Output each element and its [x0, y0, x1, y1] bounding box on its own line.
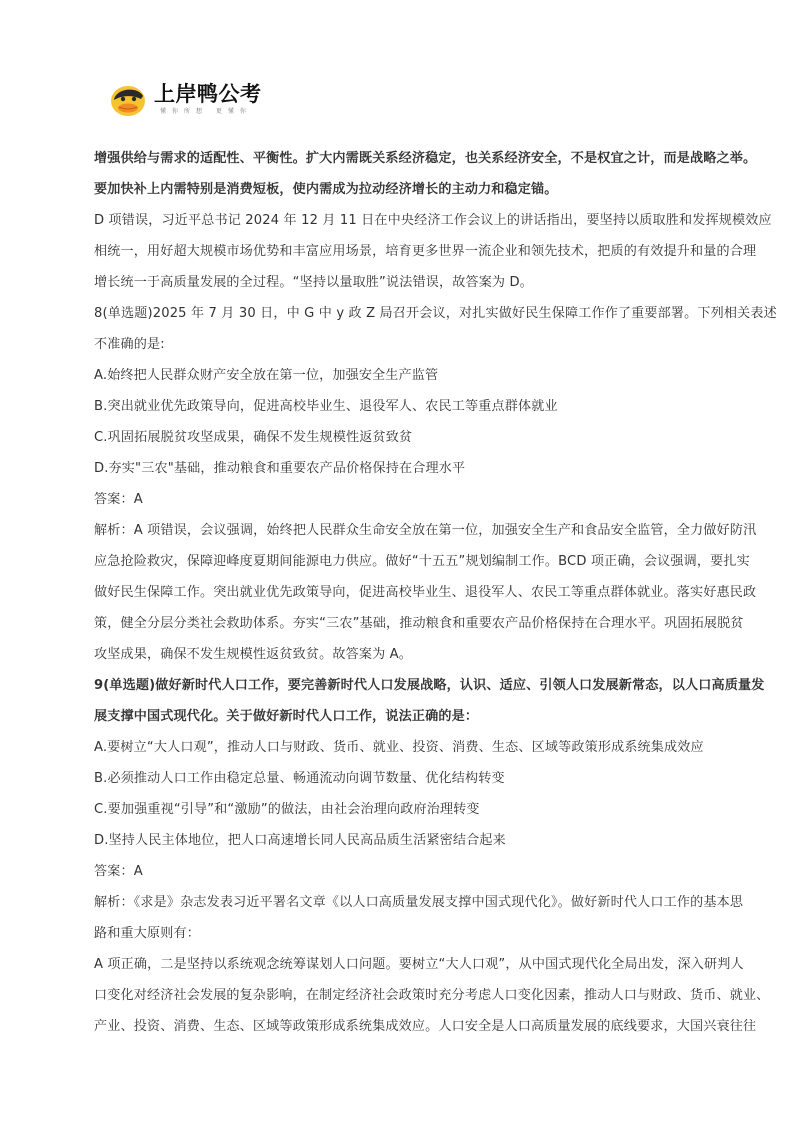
question-stem: 8(单选题)2025 年 7 月 30 日，中 G 中 y 政 Z 局召开会议，对扎实做好民生保障工作作了重要部署。下列相关表述: [94, 306, 777, 321]
brand-name: 上岸鸭公考: [154, 81, 262, 106]
analysis-line: 攻坚成果，确保不发生规模性返贫致贫。故答案为 A。: [94, 647, 413, 662]
option-c: C.要加强重视“引导”和“激励”的做法，由社会治理向政府治理转变: [94, 802, 480, 817]
analysis-line: 应急抢险救灾，保障迎峰度夏期间能源电力供应。做好“十五五”规划编制工作。BCD 项正确，会议强调，要扎实: [94, 554, 750, 569]
analysis-line: 解析：A 项错误，会议强调，始终把人民群众生命安全放在第一位，加强安全生产和食品安全监管，全力做好防汛: [94, 523, 757, 538]
analysis-line: A 项正确，二是坚持以系统观念统筹谋划人口问题。要树立“大人口观”，从中国式现代化全局出发，深入研判人: [94, 957, 744, 972]
text-line: 要加快补上内需特别是消费短板，使内需成为拉动经济增长的主动力和稳定锚。: [94, 182, 558, 197]
document-body: [94, 143, 777, 1042]
question-stem: 展支撑中国式现代化。关于做好新时代人口工作，说法正确的是：: [94, 709, 479, 724]
text-line: 增强供给与需求的适配性、平衡性。扩大内需既关系经济稳定，也关系经济安全，不是权宜之计，而是战略之举。: [94, 151, 757, 166]
option-a: A.要树立“大人口观”，推动人口与财政、货币、就业、投资、消费、生态、区域等政策形成系统集成效应: [94, 740, 704, 755]
analysis-line: 做好民生保障工作。突出就业优先政策导向，促进高校毕业生、退役军人、农民工等重点群体就业。落实好惠民政: [94, 585, 757, 600]
analysis-line: 产业、投资、消费、生态、区域等政策形成系统集成效应。人口安全是人口高质量发展的底线要求，大国兴衰往往: [94, 1019, 757, 1034]
question-stem: 不准确的是:: [94, 337, 165, 352]
option-c: C.巩固拓展脱贫攻坚成果，确保不发生规模性返贫致贫: [94, 430, 413, 445]
analysis-line: 路和重大原则有：: [94, 926, 200, 941]
text-line: 相统一，用好超大规模市场优势和丰富应用场景，培育更多世界一流企业和领先技术，把质的有效提升和量的合理: [94, 244, 757, 259]
duck-mascot-icon: [108, 80, 150, 118]
option-d: D.夯实"三农"基础，推动粮食和重要农产品价格保持在合理水平: [94, 461, 466, 476]
text-line: D 项错误，习近平总书记 2024 年 12 月 11 日在中央经济工作会议上的讲话指出，要坚持以质取胜和发挥规模效应: [94, 213, 772, 228]
brand-slogan: 懂你所想 更懂你: [160, 107, 252, 115]
answer-line: 答案：A: [94, 864, 143, 879]
option-b: B.突出就业优先政策导向，促进高校毕业生、退役军人、农民工等重点群体就业: [94, 399, 558, 414]
option-b: B.必须推动人口工作由稳定总量、畅通流动向调节数量、优化结构转变: [94, 771, 505, 786]
option-d: D.坚持人民主体地位，把人口高速增长同人民高品质生活紧密结合起来: [94, 833, 506, 848]
analysis-line: 口变化对经济社会发展的复杂影响，在制定经济社会政策时充分考虑人口变化因素，推动人口与财政、货币、就业、: [94, 988, 770, 1003]
question-stem: 9(单选题)做好新时代人口工作，要完善新时代人口发展战略，认识、适应、引领人口发展新常态，以人口高质量发: [94, 678, 765, 693]
analysis-line: 解析：《求是》杂志发表习近平署名文章《以人口高质量发展支撑中国式现代化》。做好新时代人口工作的基本思: [94, 895, 744, 910]
brand-logo: [108, 80, 262, 118]
analysis-line: 策，健全分层分类社会救助体系。夯实“三农”基础，推动粮食和重要农产品价格保持在合理水平。巩固拓展脱贫: [94, 616, 744, 631]
text-line: 增长统一于高质量发展的全过程。“坚持以量取胜”说法错误，故答案为 D。: [94, 275, 533, 290]
option-a: A.始终把人民群众财产安全放在第一位，加强安全生产监管: [94, 368, 439, 383]
answer-line: 答案：A: [94, 492, 143, 507]
